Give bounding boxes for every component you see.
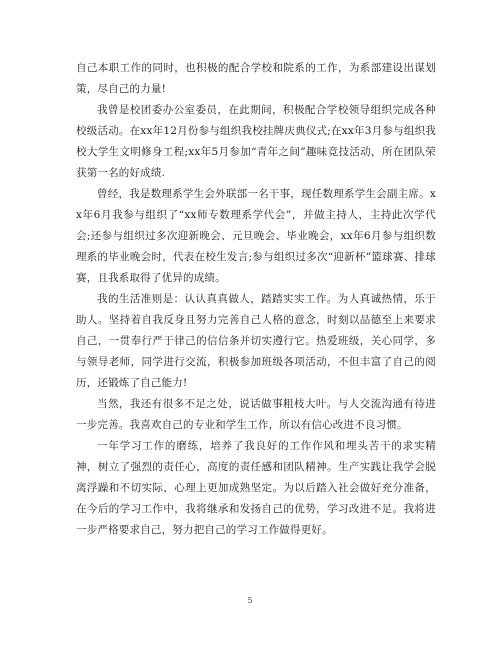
paragraph-3: 曾经，我是数理系学生会外联部一名干事，现任数理系学生会副主席。xx年6月我参与组织了“xx师专数理系学代会”，并做主持人，主持此次学代会;还参与组织过多次迎新晚会、元旦晚会、毕业晚会，xx年6月参与组织数理系的毕业晚会时，代表在校生发言;参与组织过多次“迎新杯”篮球赛、排球赛，且我系取得了优异的成绩。 [76,188,436,284]
document-body [76,58,436,541]
paragraph-6: 一年学习工作的磨练，培养了我良好的工作作风和埋头苦干的求实精神，树立了强烈的责任心，高度的责任感和团队精神。生产实践让我学会脱离浮躁和不切实际，心理上更加成熟坚定。为以后踏入社会做好充分准备，在今后的学习工作中，我将继承和发扬自己的优势，学习改进不足。我将进一步严格要求自己，努力把自己的学习工作做得更好。 [76,440,436,536]
paragraph-5: 当然，我还有很多不足之处，说话做事粗枝大叶。与人交流沟通有待进一步完善。我喜欢自己的专业和学生工作，所以有信心改进不良习惯。 [76,398,436,431]
paragraph-4: 我的生活准则是：认认真真做人，踏踏实实工作。为人真诚热情，乐于助人。坚持着自我反身且努力完善自己人格的意念，时刻以品德至上来要求自己，一贯奉行严于律己的信信条并切实遵行它。热爱班级，关心同学，多与领导老师，同学进行交流，积极参加班级各项活动，不但丰富了自己的阅历，还锻炼了自己能力! [76,293,436,389]
page-number: 5 [247,596,253,605]
paragraph-1: 自己本职工作的同时，也积极的配合学校和院系的工作，为系部建设出谋划策，尽自己的力量! [76,62,436,95]
paragraph-2: 我曾是校团委办公室委员，在此期间，积极配合学校领导组织完成各种校级活动。在xx年12月份参与组织我校挂牌庆典仪式;在xx年3月参与组织我校大学生文明修身工程;xx年5月参加“青年之间”趣味竞技活动，所在团队荣获第一名的好成绩. [76,104,436,179]
